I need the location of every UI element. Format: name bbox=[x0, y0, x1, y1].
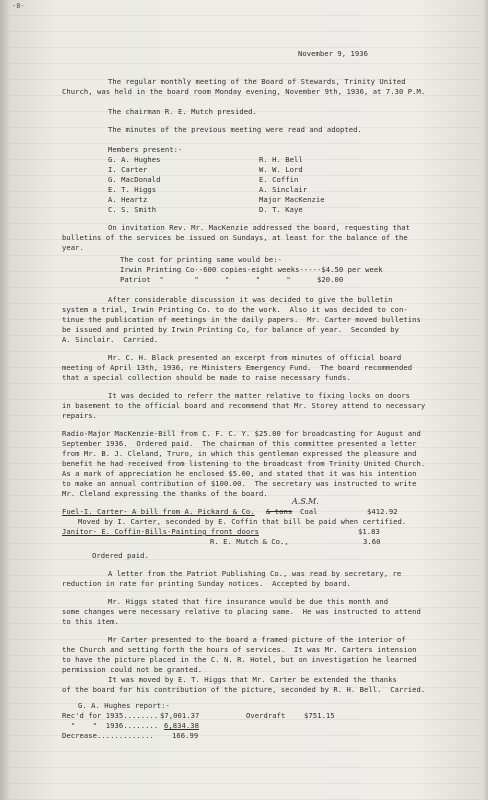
radio-line-2: September 1936. Ordered paid. The chairman of this committee presented a letter bbox=[62, 439, 417, 448]
thanks-line-2: of the board for his contribution of the picture, seconded by R. H. Bell. Carried. bbox=[62, 685, 426, 694]
fuel-moved-line: Moved by I. Carter, seconded by E. Coffin that bill be paid when certified. bbox=[78, 517, 407, 526]
member-name: Major MacKenzie bbox=[259, 195, 325, 204]
black-line-1: Mr. C. H. Black presented an excerpt from minutes of official board bbox=[108, 353, 402, 362]
patriot-line-2: reduction in rate for printing Sunday notices. Accepted by board. bbox=[62, 579, 351, 588]
intro-line-2: Church, was held in the board room Monday evening, November 9th, 1936, at 7.30 P.M. bbox=[62, 87, 426, 96]
locks-line-3: repairs. bbox=[62, 411, 98, 420]
picture-line-4: permission could not be granted. bbox=[62, 665, 203, 674]
presided-line: The chairman R. E. Mutch presided. bbox=[108, 107, 257, 116]
picture-line-3: to have the picture placed in the C. N. R. Hotel, but on investigation he learned bbox=[62, 655, 417, 664]
higgs-line-1: Mr. Higgs stated that fire insurance would be due this month and bbox=[108, 597, 389, 606]
report-row-value: 166.99 bbox=[172, 731, 199, 740]
locks-line-1: It was decided to referr the matter relative to fixing locks on doors bbox=[108, 391, 411, 400]
intro-line-1: The regular monthly meeting of the Board of Stewards, Trinity United bbox=[108, 77, 406, 86]
member-name: A. Heartz bbox=[108, 195, 148, 204]
picture-line-2: the Church and setting forth the hours of services. It was Mr. Carters intension bbox=[62, 645, 417, 654]
higgs-line-3: to this item. bbox=[62, 617, 119, 626]
discussion-line-3: tinue the publication of meetings in the daily papers. Mr. Carter moved bulletins bbox=[62, 315, 421, 324]
discussion-line-1: After considerable discussion it was decided to give the bulletin bbox=[108, 295, 393, 304]
member-name: C. S. Smith bbox=[108, 205, 157, 214]
report-row-value: 6,834.38 bbox=[164, 721, 200, 730]
member-name: G. MacDonald bbox=[108, 175, 161, 184]
ordered-paid: Ordered paid. bbox=[92, 551, 149, 560]
fuel-line: Fuel-I. Carter- A bill from A. Pickard & Co. bbox=[62, 507, 255, 516]
member-name: G. A. Hughes bbox=[108, 155, 161, 164]
patriot-line-1: A letter from the Patriot Publishing Co., was read by secretary, re bbox=[108, 569, 402, 578]
report-row-label: Decrease............. bbox=[62, 731, 154, 740]
janitor-line: Janitor- E. Coffin-Bills-Painting front doors bbox=[62, 527, 259, 536]
radio-line-1: Radio-Major MacKenzie-Bill from C. F. C. Y. $25.00 for broadcasting for August and bbox=[62, 429, 421, 438]
cost-heading: The cost for printing same would be:- bbox=[120, 255, 282, 264]
radio-line-6: to make an annual contribution of $100.00. The secretary was instructed to write bbox=[62, 479, 417, 488]
member-name: E. T. Higgs bbox=[108, 185, 157, 194]
member-name: E. Coffin bbox=[259, 175, 299, 184]
invitation-line-3: year. bbox=[62, 243, 84, 252]
report-row-label: " " 1936........ bbox=[62, 721, 159, 730]
discussion-line-5: A. Sinclair. Carried. bbox=[62, 335, 159, 344]
member-name: D. T. Kaye bbox=[259, 205, 303, 214]
page-right-edge bbox=[482, 0, 488, 800]
radio-line-7: Mr. Cleland expressing the thanks of the board. bbox=[62, 489, 268, 498]
overdraft-label: Overdraft bbox=[246, 711, 286, 720]
picture-line-1: Mr Carter presented to the board a framed picture of the interior of bbox=[108, 635, 406, 644]
fuel-amount: $412.92 bbox=[367, 507, 398, 516]
janitor-amount-1: $1.83 bbox=[358, 527, 380, 536]
radio-line-5: As a mark of appreciation he enclosed $5.00, and stated that it was his intention bbox=[62, 469, 417, 478]
radio-line-3: from Mr. B. J. Cleland, Truro, in which this gentleman expressed the pleasure and bbox=[62, 449, 417, 458]
fuel-coal: Coal bbox=[300, 507, 318, 516]
minutes-line: The minutes of the previous meeting were read and adopted. bbox=[108, 125, 362, 134]
report-row-label: Rec'd for 1935........ bbox=[62, 711, 159, 720]
cost-patriot: Patriot " " " " " $20.00 bbox=[120, 275, 344, 284]
member-name: I. Carter bbox=[108, 165, 148, 174]
meeting-date: November 9, 1936 bbox=[298, 49, 369, 58]
higgs-line-2: some changes were necessary relative to placing same. He was instructed to attend bbox=[62, 607, 421, 616]
thanks-line-1: It was moved by E. T. Higgs that Mr. Carter be extended the thanks bbox=[108, 675, 397, 684]
member-name: A. Sinclair bbox=[259, 185, 308, 194]
member-name: W. W. Lord bbox=[259, 165, 303, 174]
invitation-line-1: On invitation Rev. Mr. MacKenzie addressed the board, requesting that bbox=[108, 223, 411, 232]
page-left-edge bbox=[0, 0, 10, 800]
janitor-amount-2: 3.60 bbox=[363, 537, 381, 546]
fuel-struck-text: & tons bbox=[266, 507, 293, 516]
page-number-mark: -8- bbox=[12, 2, 25, 10]
report-heading: G. A. Hughes report:- bbox=[78, 701, 170, 710]
locks-line-2: in basement to the official board and recommend that Mr. Storey attend to necessary bbox=[62, 401, 426, 410]
member-name: R. H. Bell bbox=[259, 155, 303, 164]
radio-line-4: benefit he had received from listening to the broadcast from Trinity United Church. bbox=[62, 459, 426, 468]
invitation-line-2: bulletins of the services be issued on Sundays, at least for the balance of the bbox=[62, 233, 408, 242]
overdraft-value: $751.15 bbox=[304, 711, 335, 720]
black-line-2: meeting of April 13th, 1936, re Ministers Emergency Fund. The board recommended bbox=[62, 363, 413, 372]
report-row-value: $7,001.37 bbox=[160, 711, 200, 720]
black-line-3: that a special collection should be made to raise necessary funds. bbox=[62, 373, 351, 382]
members-heading: Members present:- bbox=[108, 145, 183, 154]
janitor-line-2: R. E. Mutch & Co., bbox=[210, 537, 289, 546]
fuel-handwritten-note: A.S.M. bbox=[292, 497, 319, 506]
discussion-line-4: be issued and printed by Irwin Printing Co, for balance of year. Seconded by bbox=[62, 325, 400, 334]
cost-irwin: Irwin Printing Co--600 copies-eight weeks-----$4.50 per week bbox=[120, 265, 383, 274]
discussion-line-2: system a trial, Irwin Printing Co. to do the work. Also it was decided to con- bbox=[62, 305, 408, 314]
